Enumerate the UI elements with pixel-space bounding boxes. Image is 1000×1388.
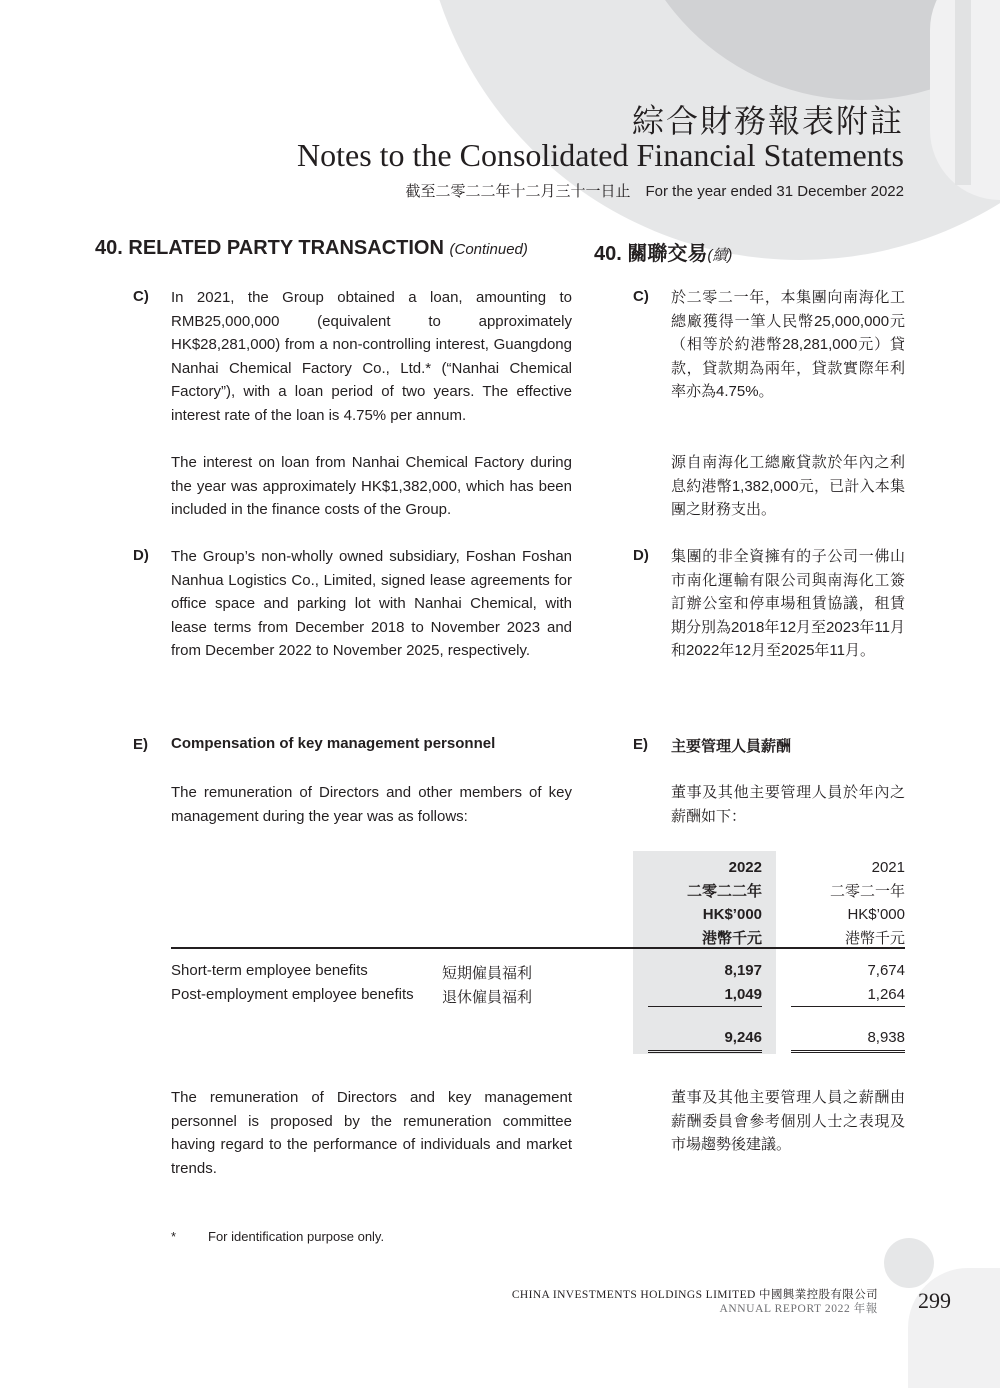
decorative-bar	[955, 0, 971, 185]
table-cell-value: 1,264	[867, 986, 905, 1003]
footer-company: CHINA INVESTMENTS HOLDINGS LIMITED 中國興業控股有限公司	[511, 1289, 878, 1301]
item-d-paragraph-en: The Group’s non-wholly owned subsidiary, Foshan Foshan Nanhua Logistics Co., Limited, signed lease agreements for office space and parking lot with Nanhai Chemical, with lease terms from December 2018 to November 2023 and from December 2022 to November 2025, respectively.	[171, 548, 572, 660]
section-heading-zh	[594, 237, 732, 266]
column-header-2021	[765, 856, 905, 950]
subtotal-rule-2021	[791, 1006, 905, 1007]
item-label-e-zh: E)	[633, 736, 648, 753]
column-year-zh-2021: 二零二一年	[829, 882, 905, 900]
page-title-en: Notes to the Consolidated Financial Statements	[296, 137, 904, 173]
item-label-c-zh: C)	[633, 288, 649, 305]
column-header-2022	[622, 856, 762, 950]
section-title-zh: 關聯交易	[627, 243, 708, 265]
item-e-closing-zh: 董事及其他主要管理人員之薪酬由薪酬委員會參考個別人士之表現及市場趨勢後建議。	[671, 1089, 905, 1154]
section-continued-zh: (續)	[707, 247, 733, 264]
column-year-zh-2022: 二零二二年	[686, 882, 762, 900]
table-row-label-zh: 退休僱員福利	[442, 989, 533, 1006]
item-c-paragraph-1-en: In 2021, the Group obtained a loan, amounting to RMB25,000,000 (equivalent to approximately HK$28,281,000) from a non-controlling interest, Guangdong Nanhai Chemical Factory Co., Ltd.* (“Nanhai Chemical Factory”), with a loan period of two years. The effective interest rate of the loan is 4.75% per annum.	[171, 289, 572, 424]
section-continued-en: (Continued)	[449, 241, 528, 258]
item-label-c: C)	[133, 288, 149, 305]
column-unit-2022: HK$’000	[702, 906, 762, 923]
table-cell-value: 1,049	[724, 986, 762, 1003]
total-double-rule-2022	[648, 1050, 762, 1053]
column-unit-zh-2022: 港幣千元	[701, 929, 762, 947]
table-header-rule	[171, 947, 905, 949]
subtotal-rule-2022	[648, 1006, 762, 1007]
footnote-mark: *	[171, 1229, 177, 1244]
item-d-paragraph-zh: 集團的非全資擁有的子公司一佛山市南化運輸有限公司與南海化工簽訂辦公室和停車場租賃協議，租賃期分別為2018年12月至2023年11月和2022年12月至2025年11月。	[671, 548, 905, 660]
section-title-en: RELATED PARTY TRANSACTION	[128, 237, 444, 259]
column-unit-2021: HK$’000	[847, 906, 905, 923]
table-row-label-en: Short-term employee benefits	[171, 962, 368, 979]
table-row-label-en: Post-employment employee benefits	[171, 986, 414, 1003]
decorative-corner	[908, 1268, 1000, 1388]
column-year-2022: 2022	[728, 859, 762, 876]
page-title-zh: 綜合財務報表附註	[631, 102, 904, 140]
item-c-paragraph-2-zh: 源自南海化工總廠貸款於年內之利息約港幣1,382,000元，已計入本集團之財務支出。	[671, 454, 905, 519]
column-unit-zh-2021: 港幣千元	[844, 929, 905, 947]
table-total-value: 9,246	[724, 1029, 762, 1046]
table-cell-value: 7,674	[867, 962, 905, 979]
section-number-zh: 40.	[594, 243, 622, 265]
table-total-value: 8,938	[867, 1029, 905, 1046]
item-e-closing-en: The remuneration of Directors and key management personnel is proposed by the remuneration committee having regard to the performance of individuals and market trends.	[171, 1089, 572, 1177]
footer-report: ANNUAL REPORT 2022 年報	[719, 1303, 878, 1315]
item-e-intro-en: The remuneration of Directors and other members of key management during the year was as follows:	[171, 784, 572, 825]
item-c-paragraph-2-en: The interest on loan from Nanhai Chemical Factory during the year was approximately HK$1,382,000, which has been included in the finance costs of the Group.	[171, 454, 572, 519]
item-label-d: D)	[133, 547, 149, 564]
decorative-circle-small	[884, 1238, 934, 1288]
item-e-heading-zh: 主要管理人員薪酬	[671, 738, 792, 755]
page-number: 299	[918, 1288, 951, 1313]
reporting-period: 截至二零二二年十二月三十一日止 For the year ended 31 December 2022	[405, 183, 904, 200]
item-label-d-zh: D)	[633, 547, 649, 564]
total-double-rule-2021	[791, 1050, 905, 1053]
item-e-intro-zh: 董事及其他主要管理人員於年內之薪酬如下：	[671, 784, 905, 825]
table-cell-value: 8,197	[724, 962, 762, 979]
item-label-e: E)	[133, 736, 148, 753]
footnote-text: For identification purpose only.	[208, 1229, 385, 1244]
section-heading-en	[95, 237, 528, 260]
item-c-paragraph-1-zh: 於二零二一年，本集團向南海化工總廠獲得一筆人民幣25,000,000元（相等於約港幣28,281,000元）貸款，貸款期為兩年，貸款實際年利率亦為4.75%。	[671, 289, 905, 401]
column-year-2021: 2021	[871, 859, 905, 876]
section-number: 40.	[95, 237, 123, 259]
item-e-heading-en: Compensation of key management personnel	[171, 735, 496, 752]
table-row-label-zh: 短期僱員福利	[442, 965, 533, 982]
